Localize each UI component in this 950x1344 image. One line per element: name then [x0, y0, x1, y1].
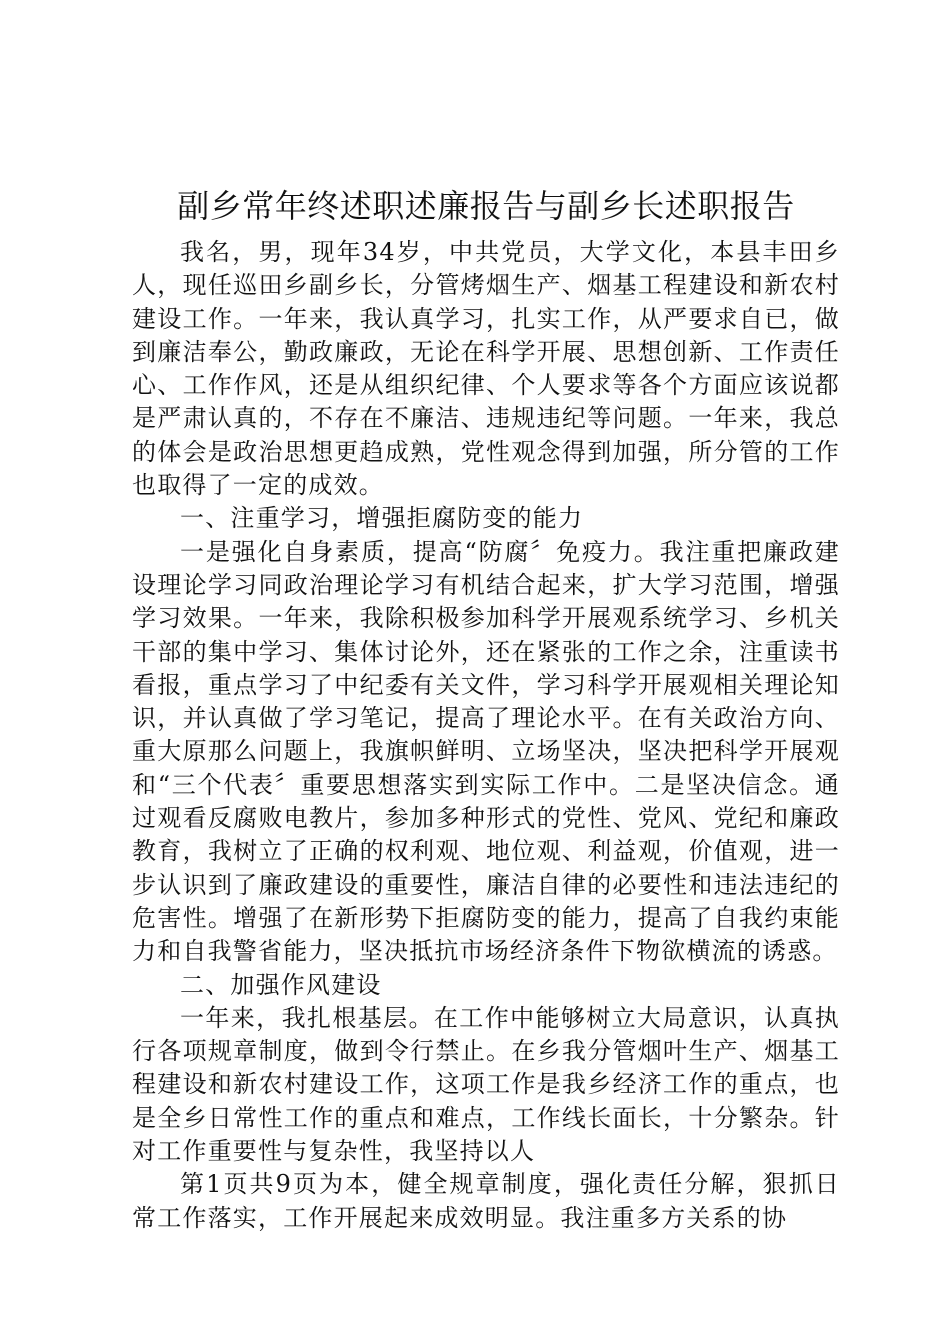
paragraph-intro: 我名，男，现年34岁，中共党员，大学文化，本县丰田乡人，现任巡田乡副乡长，分管烤烟生产、烟基工程建设和新农村建设工作。一年来，我认真学习，扎实工作，从严要求自已，做到廉洁奉公，勤政廉政，无论在科学开展、思想创新、工作责任心、工作作风，还是从组织纪律、个人要求等各个方面应该说都是严肃认真的，不存在不廉洁、违规违纪等问题。一年来，我总的体会是政治思想更趋成熟，党性观念得到加强，所分管的工作也取得了一定的成效。 — [132, 238, 840, 500]
paragraph-study: 一是强化自身素质，提高“防腐〞免疫力。我注重把廉政建设理论学习同政治理论学习有机结合起来，扩大学习范围，增强学习效果。一年来，我除积极参加科学开展观系统学习、乡机关干部的集中学习、集体讨论外，还在紧张的工作之余，注重读书看报，重点学习了中纪委有关文件，学习科学开展观相关理论知识，并认真做了学习笔记，提高了理论水平。在有关政治方向、重大原那么问题上，我旗帜鲜明、立场坚决，坚决把科学开展观和“三个代表〞重要思想落实到实际工作中。二是坚决信念。通过观看反腐败电教片，参加多种形式的党性、党风、党纪和廉政教育，我树立了正确的权利观、地位观、利益观，价值观，进一步认识到了廉政建设的重要性，廉洁自律的必要性和违法违纪的危害性。增强了在新形势下拒腐防变的能力，提高了自我约束能力和自我警省能力，坚决抵抗市场经济条件下物欲横流的诱惑。 — [132, 537, 840, 966]
paragraph-page-footer-continued: 第1页共9页为本，健全规章制度，强化责任分解，狠抓日常工作落实，工作开展起来成效明显。我注重多方关系的协 — [132, 1170, 840, 1232]
paragraph-work-style: 一年来，我扎根基层。在工作中能够树立大局意识，认真执行各项规章制度，做到令行禁止。在乡我分管烟叶生产、烟基工程建设和新农村建设工作，这项工作是我乡经济工作的重点，也是全乡日常性工作的重点和难点，工作线长面长，十分繁杂。针对工作重要性与复杂性，我坚持以人 — [132, 1003, 840, 1166]
section-heading-2: 二、加强作风建设 — [180, 970, 382, 999]
document-page — [132, 176, 840, 1235]
document-title: 副乡常年终述职述廉报告与副乡长述职报告 — [177, 187, 795, 225]
document-body — [132, 236, 840, 1235]
section-heading-1: 一、注重学习，增强拒腐防变的能力 — [180, 504, 584, 533]
